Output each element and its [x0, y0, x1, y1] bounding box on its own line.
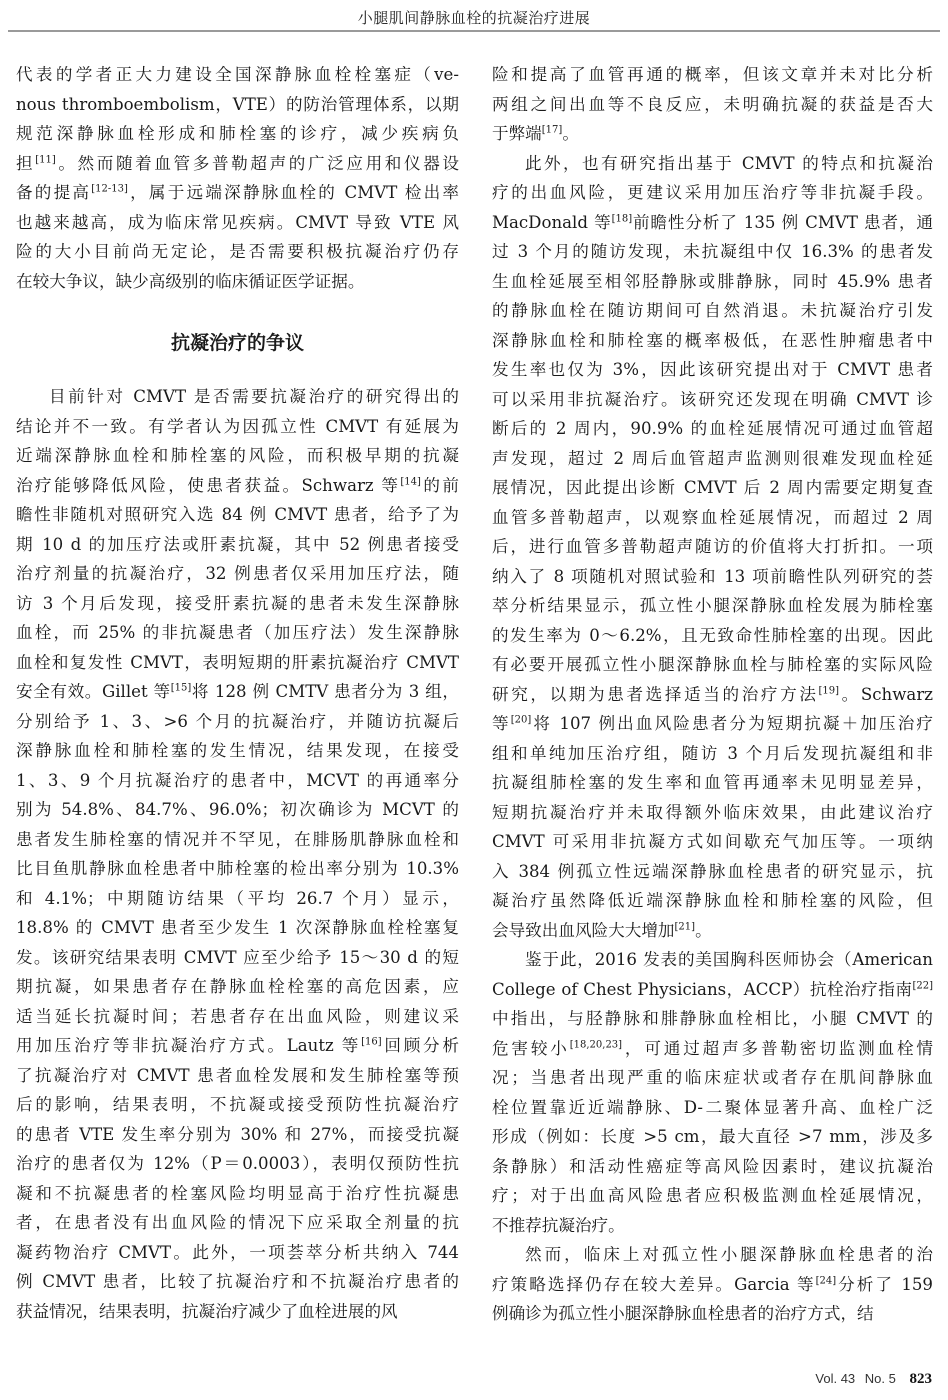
text-line: 有必要开展孤立性小腿深静脉血栓与肺栓塞的实际风险 [492, 655, 933, 674]
text-line: CMVT 可采用非抗凝方式如间歇充气加压等。一项纳 [492, 832, 933, 851]
text-line: 规范深静脉血栓形成和肺栓塞的诊疗，减少疾病负 [16, 124, 459, 143]
text-line: 后的影响，结果表明，不抗凝或接受预防性抗凝治疗 [16, 1095, 459, 1114]
text-line: 险的大小目前尚无定论，是否需要积极抗凝治疗仍存 [16, 242, 459, 261]
running-title: 小腿肌间静脉血栓的抗凝治疗进展 [357, 9, 591, 27]
text-line: 不推荐抗凝治疗。 [492, 1215, 625, 1235]
text-line: 研究，以期为患者选择适当的治疗方法[19]。Schwarz [492, 684, 933, 704]
text-line: 的患者 VTE 发生率分别为 30% 和 27%，而接受抗凝 [16, 1124, 459, 1144]
page-number: 823 [909, 1371, 932, 1387]
text-line: 目前针对 CMVT 是否需要抗凝治疗的研究得出的 [49, 387, 459, 406]
text-line: 鉴于此，2016 发表的美国胸科医师协会（American [525, 950, 933, 969]
citation-marker: [15] [170, 682, 192, 694]
text-line: 治疗剂量的抗凝治疗，32 例患者仅采用加压疗法，随 [16, 564, 459, 583]
text-line: 1、3、9 个月抗凝治疗的患者中，MCVT 的再通率分 [16, 770, 459, 790]
text-line: 会导致出血风险大大增加[21]。 [492, 920, 712, 940]
text-line: 18.8% 的 CMVT 患者至少发生 1 次深静脉血栓栓塞复 [16, 918, 459, 937]
text-line: 疗策略选择仍存在较大差异。Garcia 等[24]分析了 159 [492, 1274, 933, 1294]
text-line: 也越来越高，成为临床常见疾病。CMVT 导致 VTE 风 [16, 212, 459, 232]
text-line: 例 CMVT 患者，比较了抗凝治疗和不抗凝治疗患者的 [16, 1272, 459, 1291]
citation-marker: [24] [815, 1274, 837, 1286]
text-line: 危害较小[18,20,23]，可通过超声多普勒密切监测血栓情 [492, 1038, 933, 1058]
text-line: 萃分析结果显示，孤立性小腿深静脉血栓发展为肺栓塞 [492, 596, 933, 615]
text-line: 险和提高了血管再通的概率，但该文章并未对比分析 [492, 65, 933, 84]
text-line: 比目鱼肌静脉血栓患者中肺栓塞的检出率分别为 10.3% [16, 859, 459, 878]
text-line: 况；当患者出现严重的临床症状或者存在肌间静脉血 [492, 1068, 933, 1087]
text-line: 后，进行血管多普勒超声随访的价值将大打折扣。一项 [492, 537, 933, 556]
text-line: 发生率也仅为 3%，因此该研究提出对于 CMVT 患者 [492, 360, 933, 379]
text-line: 治疗能够降低风险，使患者获益。Schwarz 等[14]的前 [16, 475, 459, 495]
text-line: 深静脉血栓和肺栓塞的发生情况，结果发现，在接受 [16, 741, 459, 760]
text-line: 在较大争议，缺少高级别的临床循证医学证据。 [16, 271, 365, 291]
text-line: MacDonald 等[18]前瞻性分析了 135 例 CMVT 患者，通 [492, 212, 933, 232]
text-line: 组和单纯加压治疗组，随访 3 个月后发现抗凝组和非 [492, 743, 933, 763]
text-line: 中指出，与胫静脉和腓静脉血栓相比，小腿 CMVT 的 [492, 1009, 933, 1028]
citation-marker: [12-13] [91, 183, 128, 195]
text-line: 的发生率为 0～6.2%，且无致命性肺栓塞的出现。因此 [492, 625, 933, 645]
text-line: 形成（例如：长度 >5 cm，最大直径 >7 mm，涉及多 [492, 1127, 933, 1146]
citation-marker: [16] [361, 1036, 382, 1048]
text-line: 疗；对于出血高风险患者应积极监测血栓延展情况， [492, 1186, 933, 1205]
text-line: 可以采用非抗凝治疗。该研究还发现在明确 CMVT 诊 [492, 389, 933, 409]
text-line: 期抗凝，如果患者存在静脉血栓栓塞的高危因素，应 [16, 977, 459, 996]
text-line: 期 10 d 的加压疗法或肝素抗凝，其中 52 例患者接受 [16, 534, 459, 554]
citation-marker: [22] [912, 979, 933, 991]
text-line: 凝药物治疗 CMVT。此外，一项荟萃分析共纳入 744 [16, 1242, 459, 1262]
section-heading: 抗凝治疗的争议 [170, 332, 304, 354]
text-line: 纳入了 8 项随机对照试验和 13 项前瞻性队列研究的荟 [492, 566, 933, 586]
text-line: 用加压治疗等非抗凝治疗方式。Lautz 等[16]回顾分析 [16, 1036, 459, 1055]
text-line: 和 4.1%；中期随访结果（平均 26.7 个月）显示， [16, 888, 459, 908]
header-divider [8, 30, 940, 32]
text-line: 血栓，而 25% 的非抗凝患者（加压疗法）发生深静脉 [16, 623, 459, 642]
text-line: 近端深静脉血栓和肺栓塞的风险，而积极早期的抗凝 [16, 446, 459, 465]
footer-issue: No. 5 [864, 1371, 896, 1386]
text-line: 血栓和复发性 CMVT，表明短期的肝素抗凝治疗 CMVT [16, 652, 459, 672]
text-line: 分别给予 1、3、>6 个月的抗凝治疗，并随访抗凝后 [16, 711, 459, 731]
citation-marker: [17] [541, 124, 563, 136]
text-line: 患者发生肺栓塞的情况并不罕见，在腓肠肌静脉血栓和 [16, 829, 459, 849]
footer-volume: Vol. 43 [815, 1371, 856, 1386]
text-line: 条静脉）和活动性癌症等高风险因素时，建议抗凝治 [492, 1156, 933, 1176]
text-line: 短期抗凝治疗并未取得额外临床效果，由此建议治疗 [492, 802, 933, 822]
text-line: 结论并不一致。有学者认为因孤立性 CMVT 有延展为 [16, 416, 459, 436]
text-line: 此外，也有研究指出基于 CMVT 的特点和抗凝治 [525, 153, 933, 173]
text-line: 获益情况，结果表明，抗凝治疗减少了血栓进展的风 [16, 1301, 398, 1321]
running-header [0, 0, 948, 31]
text-line: 例确诊为孤立性小腿深静脉血栓患者的治疗方式，结 [492, 1304, 874, 1323]
text-line: 了抗凝治疗对 CMVT 患者血栓发展和发生肺栓塞等预 [16, 1065, 459, 1085]
text-line: 担[11]。然而随着血管多普勒超声的广泛应用和仪器设 [16, 153, 459, 173]
text-line: 安全有效。Gillet 等[15]将 128 例 CMTV 患者分为 3 组， [16, 682, 459, 701]
text-line: 等[20]将 107 例出血风险患者分为短期抗凝＋加压治疗 [492, 714, 933, 733]
citation-marker: [20] [510, 714, 532, 726]
text-line: 两组之间出血等不良反应，未明确抗凝的获益是否大 [492, 94, 933, 114]
text-line: 然而，临床上对孤立性小腿深静脉血栓患者的治 [525, 1245, 933, 1264]
text-line: 访 3 个月后发现，接受肝素抗凝的患者未发生深静脉 [16, 593, 459, 613]
citation-marker: [19] [818, 684, 840, 696]
citation-marker: [11] [35, 153, 56, 165]
text-line: 血管多普勒超声，以观察血栓延展情况，而超过 2 周 [492, 507, 933, 527]
text-line: 于弊端[17]。 [492, 124, 579, 143]
text-line: 入 384 例孤立性远端深静脉血栓患者的研究显示，抗 [492, 861, 933, 881]
text-line: 抗凝组肺栓塞的发生率和血管再通率未见明显差异， [492, 773, 933, 792]
text-line: 疗的出血风险，更建议采用加压治疗等非抗凝手段。 [492, 183, 933, 202]
citation-marker: [18,20,23] [569, 1038, 623, 1050]
text-line: nous thromboembolism，VTE）的防治管理体系，以期 [16, 94, 459, 114]
text-line: 凝治疗虽然降低近端深静脉血栓和肺栓塞的风险，但 [492, 891, 933, 910]
text-line: 深静脉血栓和肺栓塞的概率极低，在恶性肿瘤患者中 [492, 330, 933, 350]
text-line: 治疗的患者仅为 12%（P＝0.0003），表明仅预防性抗 [16, 1154, 459, 1173]
text-line: 过 3 个月的随访发现，未抗凝组中仅 16.3% 的患者发 [492, 242, 933, 261]
text-line: 凝和不抗凝患者的栓塞风险均明显高于治疗性抗凝患 [16, 1183, 459, 1203]
citation-marker: [14] [400, 475, 421, 487]
text-line: 的静脉血栓在随访期间可自然消退。未抗凝治疗引发 [492, 301, 933, 320]
text-line: 代表的学者正大力建设全国深静脉血栓栓塞症（ve- [16, 65, 459, 84]
text-line: 备的提高[12-13]，属于远端深静脉血栓的 CMVT 检出率 [16, 183, 459, 202]
text-line: 适当延长抗凝时间；若患者存在出血风险，则建议采 [16, 1006, 459, 1026]
text-line: 者，在患者没有出血风险的情况下应采取全剂量的抗 [16, 1213, 459, 1232]
text-line: College of Chest Physicians，ACCP）抗栓治疗指南[22] [492, 979, 933, 999]
citation-marker: [18] [611, 212, 633, 224]
text-line: 栓位置靠近近端静脉、D-二聚体显著升高、血栓广泛 [492, 1097, 933, 1117]
text-line: 发。该研究结果表明 CMVT 应至少给予 15～30 d 的短 [16, 947, 459, 967]
text-line: 生血栓延展至相邻胫静脉或腓静脉，同时 45.9% 患者 [492, 271, 933, 291]
text-line: 断后的 2 周内，90.9% 的血栓延展情况可通过血管超 [492, 419, 933, 438]
text-line: 展情况，因此提出诊断 CMVT 后 2 周内需要定期复查 [492, 478, 933, 497]
citation-marker: [21] [674, 920, 696, 932]
text-line: 瞻性非随机对照研究入选 84 例 CMVT 患者，给予了为 [16, 505, 459, 524]
page-footer [809, 1371, 932, 1388]
text-line: 别为 54.8%、84.7%、96.0%；初次确诊为 MCVT 的 [16, 800, 459, 819]
text-line: 声发现，超过 2 周后血管超声监测则很难发现血栓延 [492, 448, 933, 468]
